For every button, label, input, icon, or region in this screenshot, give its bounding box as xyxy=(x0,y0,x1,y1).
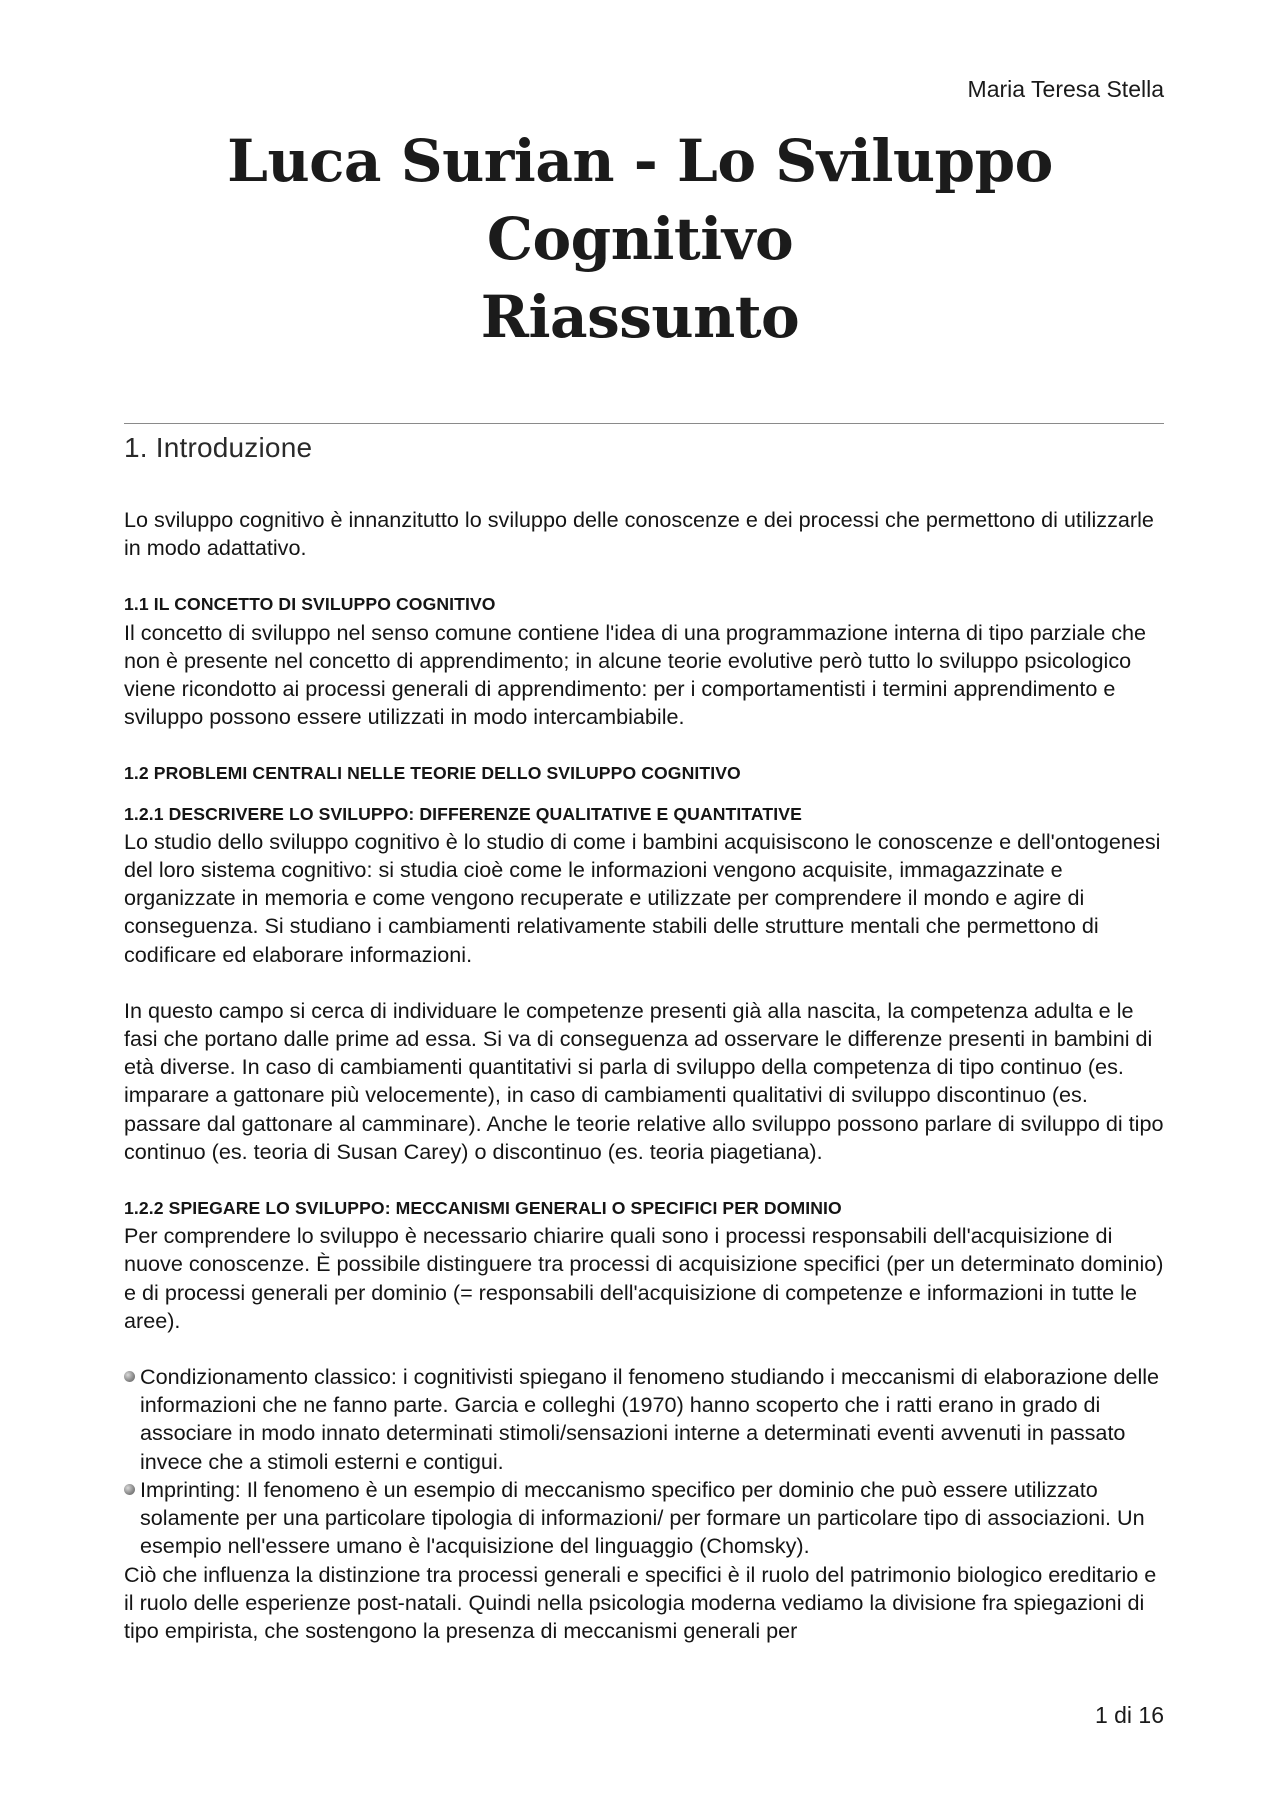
subsection-heading-1-2-1: 1.2.1 DESCRIVERE LO SVILUPPO: DIFFERENZE QUALITATIVE E QUANTITATIVE xyxy=(124,803,802,824)
subsection-text-1-2-1-a: Lo studio dello sviluppo cognitivo è lo studio di come i bambini acquisiscono le conoscenze e dell'ontogenesi del loro sistema cognitivo: si studia cioè come le informazioni vengono acquisite, immagazzinate e organizzate in memoria e come vengono recuperate e utilizzate per comprendere il mondo e agire di conseguenza. Si studiano i cambiamenti relativamente stabili delle strutture mentali che permettono di codificare ed elaborare informazioni. xyxy=(124,828,1161,967)
list-item xyxy=(124,1363,1169,1476)
subsection-text-1-1: Il concetto di sviluppo nel senso comune contiene l'idea di una programmazione interna di tipo parziale che non è presente nel concetto di apprendimento; in alcune teorie evolutive però tutto lo sviluppo psicologico viene ricondotto ai processi generali di apprendimento: per i comportamentisti i termini apprendimento e sviluppo possono essere utilizzati in modo intercambiabile. xyxy=(124,619,1147,730)
subsection-text-1-2-1-b: In questo campo si cerca di individuare le competenze presenti già alla nascita, la competenza adulta e le fasi che portano dalle prime ad essa. Si va di conseguenza ad osservare le differenze presenti in bambini di età diverse. In caso di cambiamenti quantitativi si parla di sviluppo della competenza di tipo continuo (es. imparare a gattonare più velocemente), in caso di cambiamenti qualitativi di sviluppo discontinuo (es. passare dal gattonare al camminare). Anche le teorie relative allo sviluppo possono parlare di sviluppo di tipo continuo (es. teoria di Susan Carey) o discontinuo (es. teoria piagetiana). xyxy=(124,997,1164,1164)
subsection-heading-1-2: 1.2 PROBLEMI CENTRALI NELLE TEORIE DELLO SVILUPPO COGNITIVO xyxy=(124,763,741,784)
section-heading: 1. Introduzione xyxy=(124,432,313,463)
title-line-1: Luca Surian - Lo Sviluppo xyxy=(227,127,1053,195)
list-item xyxy=(124,1476,1169,1561)
intro-paragraph: Lo sviluppo cognitivo è innanzitutto lo sviluppo delle conoscenze e dei processi che permettono di utilizzarle in modo adattativo. xyxy=(124,507,1154,561)
title-divider xyxy=(124,423,1164,424)
document-title xyxy=(150,122,1130,356)
bullet-icon xyxy=(124,1371,135,1382)
subsection-heading-1-2-2: 1.2.2 SPIEGARE LO SVILUPPO: MECCANISMI GENERALI O SPECIFICI PER DOMINIO xyxy=(124,1198,842,1219)
title-line-2: Cognitivo xyxy=(486,205,794,273)
closing-paragraph: Ciò che influenza la distinzione tra processi generali e specifici è il ruolo del patrimonio biologico ereditario e il ruolo delle esperienze post-natali. Quindi nella psicologia moderna vediamo la divisione fra spiegazioni di tipo empirista, che sostengono la presenza di meccanismi generali per xyxy=(124,1561,1157,1643)
subsection-text-1-2-2: Per comprendere lo sviluppo è necessario chiarire quali sono i processi responsabili dell'acquisizione di nuove conoscenze. È possibile distinguere tra processi di acquisizione specifici (per un determinato dominio) e di processi generali per dominio (= responsabili dell'acquisizione di competenze e informazioni in tutte le aree). xyxy=(124,1223,1164,1333)
page-number: 1 di 16 xyxy=(1094,1702,1164,1728)
title-line-3: Riassunto xyxy=(480,283,800,351)
document-body xyxy=(124,506,1169,1645)
author-name: Maria Teresa Stella xyxy=(967,76,1164,102)
list-item-text: Condizionamento classico: i cognitivisti spiegano il fenomeno studiando i meccanismi di elaborazione delle informazioni che ne fanno parte. Garcia e colleghi (1970) hanno scoperto che i ratti erano in grado di associare in modo innato determinati stimoli/sensazioni interne a determinati eventi avvenuti in passato invece che a stimoli esterni e contigui. xyxy=(140,1364,1160,1474)
subsection-heading-1-1: 1.1 IL CONCETTO DI SVILUPPO COGNITIVO xyxy=(124,594,496,615)
bullet-list xyxy=(124,1363,1169,1560)
bullet-icon xyxy=(124,1484,135,1495)
list-item-text: Imprinting: Il fenomeno è un esempio di meccanismo specifico per dominio che può essere utilizzato solamente per una particolare tipologia di informazioni/ per formare un particolare tipo di associazioni. Un esempio nell'essere umano è l'acquisizione del linguaggio (Chomsky). xyxy=(140,1476,1145,1559)
